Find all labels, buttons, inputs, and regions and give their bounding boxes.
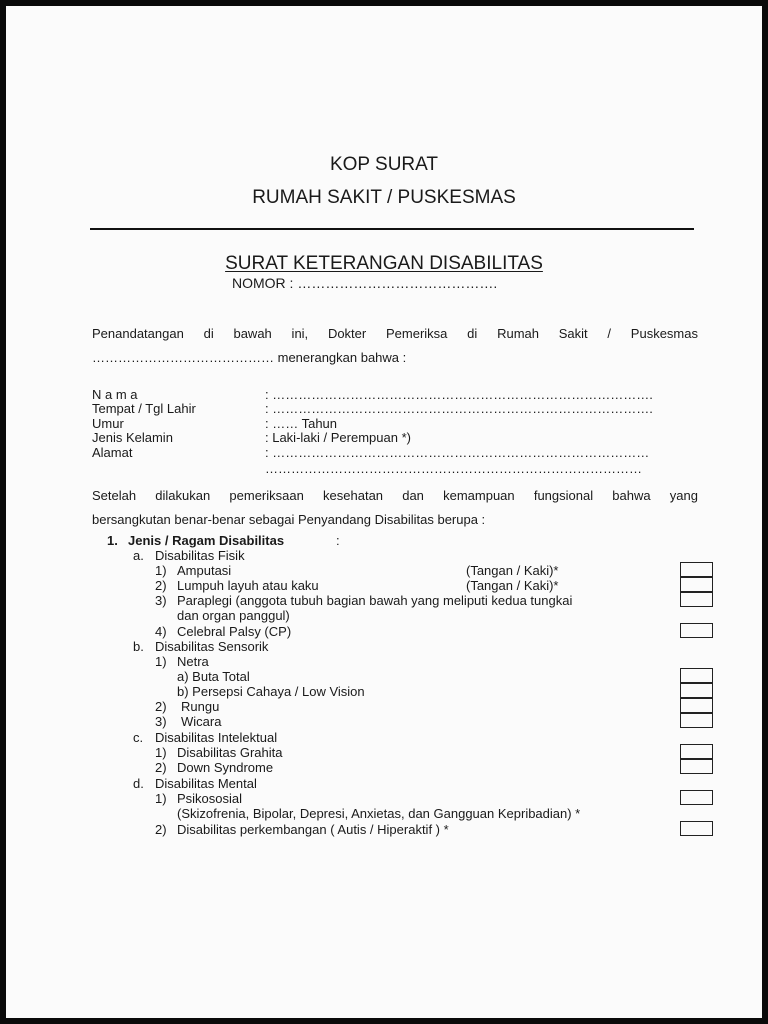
- item-psikososial-detail: (Skizofrenia, Bipolar, Depresi, Anxietas, dan Gangguan Kepribadian) *: [177, 806, 581, 821]
- statement-line2: bersangkutan benar-benar sebagai Penyandang Disabilitas berupa :: [92, 512, 486, 527]
- document-title: SURAT KETERANGAN DISABILITAS: [225, 253, 543, 274]
- field-value-jenis-kelamin: : Laki-laki / Perempuan *): [265, 430, 411, 445]
- item-buta-total: a) Buta Total: [177, 669, 250, 684]
- field-label-jenis-kelamin: Jenis Kelamin: [92, 430, 173, 445]
- item-celebral-palsy: Celebral Palsy (CP): [177, 624, 292, 639]
- item-rungu: Rungu: [181, 699, 220, 714]
- checkbox-psikososial[interactable]: [680, 790, 713, 805]
- item-number: 3): [155, 714, 167, 729]
- category-b-letter: b.: [133, 639, 144, 654]
- section-title: Jenis / Ragam Disabilitas: [128, 533, 285, 548]
- field-label-umur: Umur: [92, 416, 124, 431]
- category-b-title: Disabilitas Sensorik: [155, 639, 269, 654]
- field-value-umur: : …… Tahun: [265, 416, 338, 431]
- category-d-title: Disabilitas Mental: [155, 776, 257, 791]
- item-number: 4): [155, 624, 167, 639]
- item-number: 2): [155, 822, 167, 837]
- field-value-alamat: : ……………………………………………………………………………: [265, 445, 650, 460]
- category-a-letter: a.: [133, 548, 144, 563]
- checkbox-persepsi-cahaya[interactable]: [680, 683, 713, 698]
- item-down-syndrome: Down Syndrome: [177, 760, 274, 775]
- item-paraplegi: Paraplegi (anggota tubuh bagian bawah yang meliputi kedua tungkai: [177, 593, 573, 608]
- letterhead-line1: KOP SURAT: [329, 154, 439, 175]
- checkbox-amputasi[interactable]: [680, 562, 713, 577]
- checkbox-wicara[interactable]: [680, 713, 713, 728]
- item-psikososial: Psikososial: [177, 791, 243, 806]
- category-c-title: Disabilitas Intelektual: [155, 730, 278, 745]
- item-number: 1): [155, 745, 167, 760]
- category-a-title: Disabilitas Fisik: [155, 548, 245, 563]
- item-number: 2): [155, 699, 167, 714]
- field-value-nama: : …………………………………………………………………………….: [265, 387, 653, 402]
- category-d-letter: d.: [133, 776, 144, 791]
- item-wicara: Wicara: [181, 714, 222, 729]
- checkbox-down-syndrome[interactable]: [680, 759, 713, 774]
- item-lumpuh-layuh-note: (Tangan / Kaki)*: [466, 578, 559, 593]
- section-colon: :: [336, 533, 340, 548]
- intro-line2: …………………………………… menerangkan bahwa :: [92, 350, 407, 365]
- category-c-letter: c.: [133, 730, 144, 745]
- item-number: 1): [155, 654, 167, 669]
- section-number: 1.: [107, 533, 118, 548]
- item-amputasi-note: (Tangan / Kaki)*: [466, 563, 559, 578]
- checkbox-celebral-palsy[interactable]: [680, 623, 713, 638]
- item-disabilitas-grahita: Disabilitas Grahita: [177, 745, 283, 760]
- item-number: 1): [155, 791, 167, 806]
- checkbox-disabilitas-grahita[interactable]: [680, 744, 713, 759]
- item-lumpuh-layuh: Lumpuh layuh atau kaku: [177, 578, 319, 593]
- field-label-nama: N a m a: [92, 387, 138, 402]
- item-number: 3): [155, 593, 167, 608]
- item-persepsi-cahaya: b) Persepsi Cahaya / Low Vision: [177, 684, 365, 699]
- item-paraplegi-cont: dan organ panggul): [177, 608, 290, 623]
- checkbox-disabilitas-perkembangan[interactable]: [680, 821, 713, 836]
- checkbox-paraplegi[interactable]: [680, 592, 713, 607]
- item-amputasi: Amputasi: [177, 563, 232, 578]
- item-netra: Netra: [177, 654, 209, 669]
- statement-line1: Setelah dilakukan pemeriksaan kesehatan dan kemampuan fungsional bahwa yang: [92, 488, 698, 503]
- checkbox-rungu[interactable]: [680, 698, 713, 713]
- checkbox-lumpuh-layuh[interactable]: [680, 577, 713, 592]
- item-number: 1): [155, 563, 167, 578]
- field-label-alamat: Alamat: [92, 445, 133, 460]
- intro-line1: Penandatangan di bawah ini, Dokter Pemeriksa di Rumah Sakit / Puskesmas: [92, 326, 698, 341]
- field-label-tempat-tgl-lahir: Tempat / Tgl Lahir: [92, 401, 196, 416]
- header-divider: [90, 228, 694, 230]
- document-number: NOMOR : …………………………………….: [232, 275, 498, 291]
- item-number: 2): [155, 578, 167, 593]
- letterhead-line2: RUMAH SAKIT / PUSKESMAS: [252, 187, 516, 208]
- field-value-alamat-line2: ……………………………………………………………………………: [265, 461, 642, 476]
- checkbox-buta-total[interactable]: [680, 668, 713, 683]
- item-number: 2): [155, 760, 167, 775]
- item-disabilitas-perkembangan: Disabilitas perkembangan ( Autis / Hiperaktif ) *: [177, 822, 449, 837]
- field-value-tempat-tgl-lahir: : …………………………………………………………………………….: [265, 401, 653, 416]
